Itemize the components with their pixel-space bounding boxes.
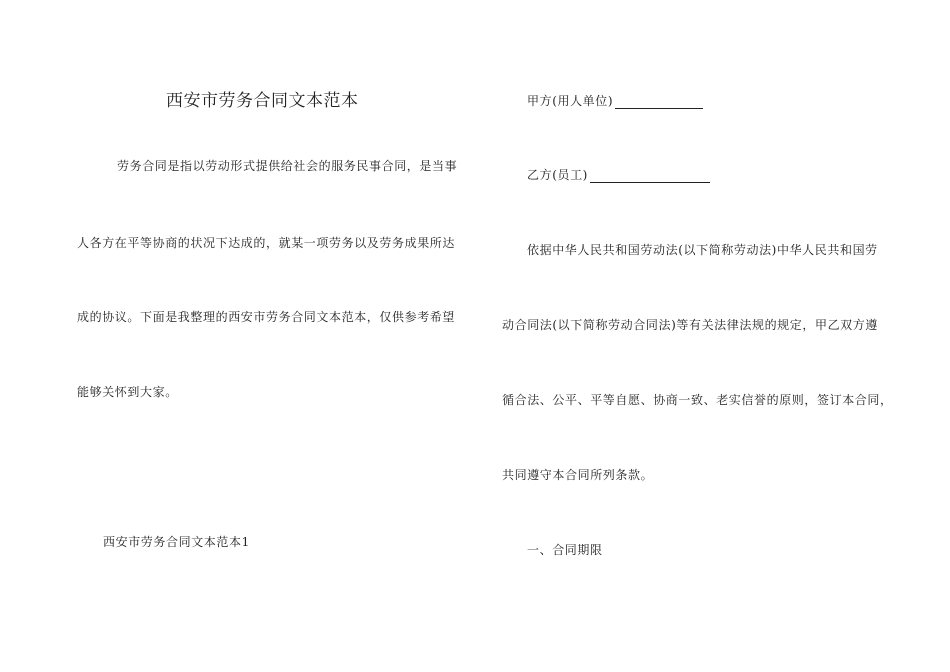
basis-line-3: 循合法、公平、平等自愿、协商一致、老实信誉的原则，签订本合同， <box>502 393 893 407</box>
intro-line-4: 能够关怀到大家。 <box>77 385 178 399</box>
party-b-blank-line <box>590 170 710 183</box>
intro-line-2: 人各方在平等协商的状况下达成的，就某一项劳务以及劳务成果所达 <box>77 236 456 250</box>
intro-line-3: 成的协议。下面是我整理的西安市劳务合同文本范本，仅供参考希望 <box>77 310 456 324</box>
basis-line-2: 动合同法(以下简称劳动合同法)等有关法律法规的规定，甲乙双方遵 <box>502 318 878 332</box>
section-heading: 西安市劳务合同文本范本1 <box>103 535 250 549</box>
party-b-label: 乙方(员工) <box>527 168 588 182</box>
clause-1-heading: 一、合同期限 <box>527 543 603 557</box>
document-title: 西安市劳务合同文本范本 <box>166 91 359 111</box>
intro-line-1: 劳务合同是指以劳动形式提供给社会的服务民事合同，是当事 <box>117 159 458 173</box>
basis-line-4: 共同遵守本合同所列条款。 <box>502 468 654 482</box>
party-b-field <box>527 167 710 183</box>
party-a-field <box>527 93 703 109</box>
party-a-label: 甲方(用人单位) <box>527 94 614 108</box>
party-a-blank-line <box>615 96 703 109</box>
right-column <box>475 0 950 672</box>
basis-line-1: 依据中华人民共和国劳动法(以下简称劳动法)中华人民共和国劳 <box>527 243 878 257</box>
